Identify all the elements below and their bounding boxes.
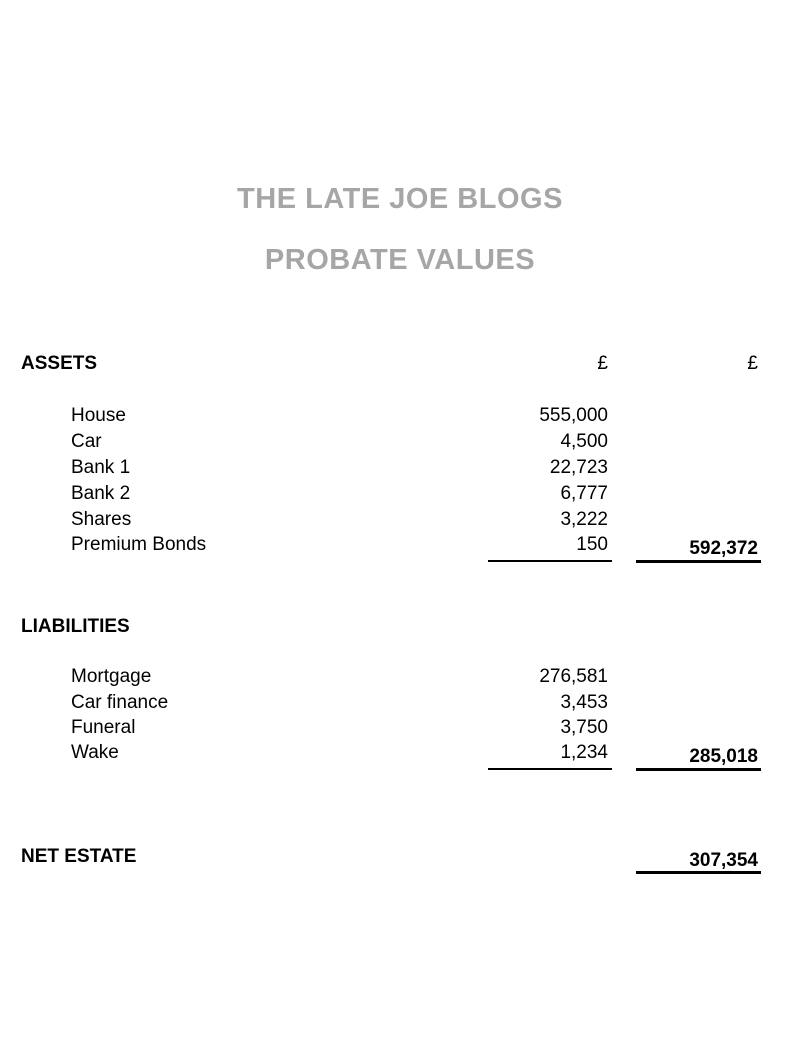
liabilities-total: 285,018: [689, 746, 758, 767]
asset-value: 6,777: [560, 483, 608, 504]
currency-symbol-col2: £: [747, 353, 758, 374]
liability-value: 1,234: [560, 742, 608, 763]
liability-label: Car finance: [71, 692, 169, 713]
net-estate-rule: [636, 871, 761, 874]
liability-label: Funeral: [71, 717, 136, 738]
asset-value: 3,222: [560, 509, 608, 530]
net-estate-value: 307,354: [689, 850, 758, 871]
assets-total: 592,372: [689, 538, 758, 559]
liability-value: 3,750: [560, 717, 608, 738]
liability-label: Mortgage: [71, 666, 152, 687]
liabilities-subtotal-rule: [488, 768, 612, 770]
liability-value: 3,453: [560, 692, 608, 713]
asset-value: 22,723: [549, 457, 608, 478]
asset-value: 4,500: [560, 431, 608, 452]
liability-label: Wake: [71, 742, 119, 763]
document-title: THE LATE JOE BLOGS: [237, 183, 563, 215]
document-subtitle: PROBATE VALUES: [264, 244, 536, 276]
assets-heading: ASSETS: [21, 353, 98, 374]
asset-label: Bank 1: [71, 457, 131, 478]
liabilities-total-rule: [636, 768, 761, 771]
asset-label: Car: [71, 431, 102, 452]
liability-value: 276,581: [539, 666, 608, 687]
asset-label: House: [71, 405, 126, 426]
currency-symbol-col1: £: [597, 353, 608, 374]
asset-label: Shares: [71, 509, 132, 530]
assets-subtotal-rule: [488, 560, 612, 562]
asset-label: Bank 2: [71, 483, 131, 504]
asset-label: Premium Bonds: [71, 534, 207, 555]
liabilities-heading: LIABILITIES: [21, 616, 130, 637]
asset-value: 150: [576, 534, 608, 555]
asset-value: 555,000: [539, 405, 608, 426]
assets-total-rule: [636, 560, 761, 563]
net-estate-label: NET ESTATE: [21, 846, 137, 867]
